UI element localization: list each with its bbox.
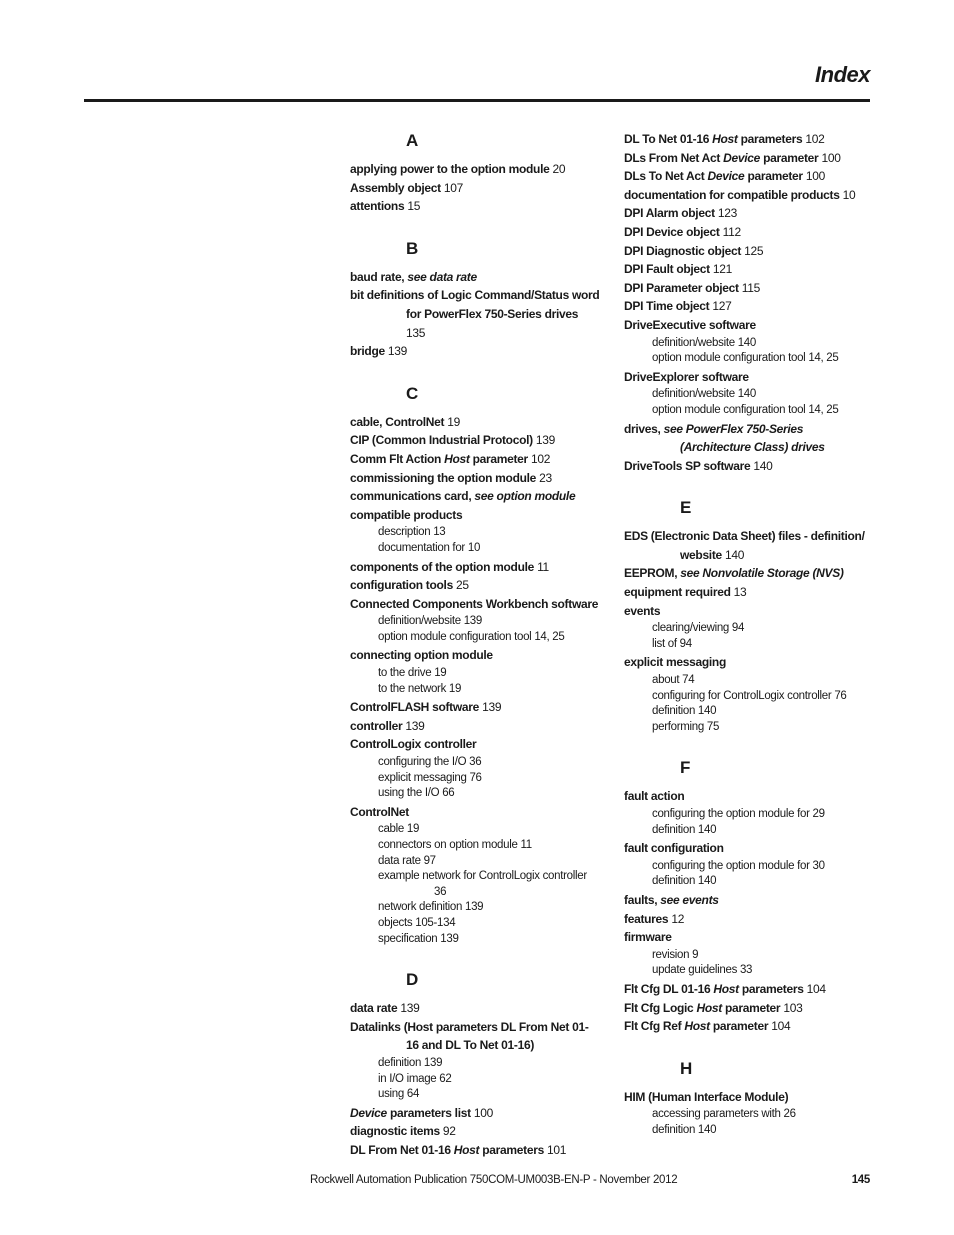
index-subentry: connectors on option module 11	[378, 839, 532, 851]
index-entry	[350, 506, 600, 525]
index-section	[350, 130, 600, 216]
section-letter: B	[406, 238, 419, 258]
page-title: Index	[815, 62, 870, 87]
entry-term: controller	[350, 718, 403, 733]
subentry-list	[350, 614, 600, 645]
entry-page-ref: 101	[543, 1142, 567, 1157]
entry-term: Device	[707, 169, 745, 184]
entry-term: DPI Parameter object	[624, 280, 739, 295]
subentry-list	[624, 673, 874, 735]
entry-page-ref: 139	[532, 433, 556, 448]
entry-page-ref: 13	[730, 585, 747, 600]
section-letter: D	[406, 970, 419, 990]
index-entry	[350, 576, 600, 595]
entry-term: DriveTools SP software	[624, 458, 751, 473]
index-subentry: objects 105-134	[378, 916, 456, 929]
section-letter: C	[406, 383, 419, 403]
footer-page-number: 145	[851, 1174, 870, 1186]
entry-term: firmware	[624, 930, 672, 945]
entry-term: HIM (Human Interface Module)	[624, 1089, 789, 1104]
entry-term: events	[624, 603, 661, 618]
index-entry	[624, 223, 874, 242]
index-entry	[350, 717, 600, 736]
index-entry	[350, 450, 600, 469]
entry-term: Host	[684, 1019, 710, 1034]
index-entry	[350, 999, 600, 1018]
entry-term: DPI Time object	[624, 299, 710, 314]
entry-term: parameters list	[386, 1105, 471, 1120]
entry-term: baud rate,	[350, 269, 408, 284]
entry-page-ref: 127	[709, 299, 732, 314]
index-entry	[624, 910, 874, 929]
entry-term: DPI Device object	[624, 224, 720, 239]
entry-term: attentions	[350, 199, 405, 214]
index-entry	[350, 698, 600, 717]
index-entry	[350, 558, 600, 577]
index-subentry: example network for ControlLogix controller 36	[378, 870, 587, 898]
index-entry	[624, 130, 874, 149]
index-subentry: definition 140	[652, 705, 717, 718]
index-entry	[624, 297, 874, 316]
entry-term: DL From Net 01-16	[350, 1142, 454, 1157]
entry-page-ref: 139	[384, 344, 408, 359]
entry-term: connecting option module	[350, 648, 493, 663]
entry-term: Device	[723, 150, 761, 165]
entry-page-ref: 121	[709, 262, 733, 277]
index-subentry: definition 140	[652, 1123, 717, 1136]
entry-term: parameter	[709, 1019, 769, 1034]
entry-term: Flt Cfg Ref	[624, 1019, 685, 1034]
entry-term: DriveExecutive software	[624, 317, 756, 332]
section-letter: A	[406, 131, 419, 150]
entry-term: commissioning the option module	[350, 470, 537, 485]
entry-term: configuration tools	[350, 578, 453, 593]
entry-term: fault action	[624, 789, 685, 804]
entry-term: parameters	[737, 132, 803, 146]
entry-page-ref: 140	[750, 458, 773, 473]
subentry-list	[624, 807, 874, 838]
entry-page-ref: 100	[802, 169, 825, 184]
entry-term: Connected Components Workbench software	[350, 596, 599, 611]
subentry-list	[350, 666, 600, 697]
entry-page-ref: 104	[768, 1019, 791, 1034]
subentry-list	[350, 525, 600, 556]
header-rule	[84, 99, 870, 102]
index-subentry: definition 140	[652, 823, 717, 836]
entry-term: CIP (Common Industrial Protocol)	[350, 433, 533, 448]
index-entry	[624, 279, 874, 298]
index-entry	[350, 160, 600, 179]
entry-term: explicit messaging	[624, 655, 726, 670]
index-entry	[350, 1122, 600, 1141]
entry-term: EEPROM,	[624, 566, 681, 581]
index-entry	[624, 260, 874, 279]
entry-term: ControlNet	[350, 804, 409, 819]
entry-term: bit definitions of Logic Command/Status word for PowerFlex 750-Series drives	[350, 288, 600, 321]
entry-page-ref: 139	[479, 700, 502, 715]
index-entry	[624, 204, 874, 223]
index-subentry: clearing/viewing 94	[652, 622, 745, 635]
entry-term: applying power to the option module	[350, 162, 550, 176]
entry-term: see data rate	[407, 269, 477, 284]
index-subentry: list of 94	[652, 637, 692, 650]
index-column-right	[624, 130, 874, 1161]
index-section	[624, 1058, 874, 1139]
index-entry	[624, 167, 874, 186]
index-entry	[350, 179, 600, 198]
index-subentry: option module configuration tool 14, 25	[652, 352, 839, 365]
entry-term: data rate	[350, 1001, 398, 1016]
index-entry	[350, 431, 600, 450]
entry-term: see Nonvolatile Storage (NVS)	[680, 566, 844, 581]
index-subentry: explicit messaging 76	[378, 771, 482, 784]
index-subentry: using 64	[378, 1088, 420, 1101]
index-entry	[350, 1141, 600, 1160]
index-subentry: definition/website 140	[652, 336, 757, 349]
entry-term: parameter	[744, 169, 803, 184]
entry-page-ref: 23	[536, 470, 552, 485]
entry-page-ref: 10	[839, 187, 856, 202]
index-subentry: specification 139	[378, 932, 459, 945]
index-subentry: option module configuration tool 14, 25	[652, 403, 839, 416]
index-entry	[350, 735, 600, 754]
entry-term: see events	[660, 892, 719, 907]
index-entry	[624, 999, 874, 1018]
entry-term: Flt Cfg DL 01-16	[624, 981, 714, 996]
entry-page-ref: 135	[406, 325, 426, 340]
entry-page-ref: 125	[741, 243, 764, 258]
entry-page-ref: 115	[738, 280, 760, 295]
section-letter: H	[680, 1058, 693, 1078]
index-subentry: update guidelines 33	[652, 964, 753, 977]
index-subentry: definition 140	[652, 875, 717, 888]
entry-term: drives,	[624, 421, 664, 436]
entry-term: ControlLogix controller	[350, 737, 477, 752]
index-entry	[350, 286, 600, 342]
entry-term: Host	[713, 981, 739, 996]
entry-term: documentation for compatible products	[624, 187, 840, 202]
entry-term: cable, ControlNet	[350, 414, 445, 429]
index-section	[624, 130, 874, 475]
entry-term: see PowerFlex 750-Series (Architecture Class) drives	[663, 421, 825, 455]
index-subentry: to the network 19	[378, 682, 462, 695]
entry-term: Assembly object	[350, 180, 441, 195]
index-subentry: in I/O image 62	[378, 1072, 452, 1085]
entry-page-ref: 20	[549, 162, 566, 176]
entry-term: components of the option module	[350, 559, 535, 574]
subentry-list	[624, 336, 874, 367]
index-entry	[350, 487, 600, 506]
entry-term: parameter	[469, 451, 528, 466]
entry-term: Datalinks (Host parameters DL From Net 01-16 and DL To Net 01-16)	[350, 1019, 589, 1053]
footer-publication: Rockwell Automation Publication 750COM-UM003B-EN-P - November 2012	[310, 1174, 678, 1186]
index-entry	[624, 602, 874, 621]
entry-term: DPI Fault object	[624, 262, 710, 277]
entry-page-ref: 102	[802, 132, 825, 146]
entry-term: equipment required	[624, 585, 731, 600]
entry-term: Device	[350, 1105, 387, 1120]
index-entry	[624, 583, 874, 602]
entry-page-ref: 12	[668, 911, 685, 926]
entry-page-ref: 103	[780, 1000, 803, 1015]
index-subentry: accessing parameters with 26	[652, 1108, 796, 1121]
index-entry	[624, 316, 874, 335]
index-entry	[350, 342, 600, 361]
subentry-list	[624, 1107, 874, 1138]
subentry-list	[624, 948, 874, 979]
index-subentry: about 74	[652, 674, 695, 687]
entry-term: features	[624, 911, 669, 926]
index-section	[624, 497, 874, 735]
entry-term: Host	[696, 1000, 722, 1015]
entry-term: diagnostic items	[350, 1124, 440, 1139]
index-entry	[350, 595, 600, 614]
section-letter: F	[680, 758, 691, 778]
index-entry	[624, 527, 874, 564]
index-column-left	[350, 130, 600, 1182]
entry-term: EDS (Electronic Data Sheet) files - definition/ website	[624, 529, 865, 562]
index-subentry: description 13	[378, 526, 446, 539]
index-section	[624, 757, 874, 1035]
subentry-list	[350, 822, 600, 947]
subentry-list	[350, 1056, 600, 1103]
index-subentry: network definition 139	[378, 901, 484, 914]
section-letter: E	[680, 498, 692, 518]
entry-page-ref: 15	[404, 199, 421, 214]
index-section	[350, 238, 600, 361]
index-section	[350, 969, 600, 1159]
index-entry	[624, 653, 874, 672]
index-entry	[350, 803, 600, 822]
index-subentry: performing 75	[652, 720, 720, 733]
entry-term: DLs To Net Act	[624, 169, 708, 184]
index-subentry: definition/website 140	[652, 388, 757, 401]
entry-page-ref: 100	[470, 1105, 493, 1120]
index-entry	[624, 839, 874, 858]
index-entry	[350, 1018, 600, 1055]
entry-term: bridge	[350, 344, 385, 359]
entry-page-ref: 102	[527, 451, 551, 466]
index-entry	[624, 149, 874, 168]
entry-term: Host	[444, 451, 470, 466]
entry-term: communications card,	[350, 489, 475, 504]
entry-page-ref: 19	[444, 414, 461, 429]
index-section	[350, 383, 600, 947]
index-entry	[624, 564, 874, 583]
index-subentry: definition/website 139	[378, 615, 483, 628]
entry-term: see option module	[474, 489, 576, 504]
index-subentry: option module configuration tool 14, 25	[378, 630, 565, 643]
entry-term: fault configuration	[624, 841, 724, 856]
entry-term: parameter	[760, 150, 819, 165]
index-entry	[624, 368, 874, 387]
entry-page-ref: 139	[397, 1001, 420, 1016]
entry-page-ref: 107	[440, 180, 464, 195]
index-subentry: documentation for 10	[378, 541, 481, 554]
index-entry	[624, 186, 874, 205]
entry-page-ref: 92	[439, 1124, 456, 1139]
index-entry	[624, 928, 874, 947]
subentry-list	[350, 755, 600, 802]
index-entry	[624, 1017, 874, 1036]
index-subentry: to the drive 19	[378, 667, 447, 680]
entry-term: DPI Diagnostic object	[624, 243, 742, 258]
index-entry	[350, 1104, 600, 1123]
index-subentry: definition 139	[378, 1056, 443, 1069]
index-entry	[624, 787, 874, 806]
entry-term: parameters	[738, 981, 804, 996]
index-entry	[350, 268, 600, 287]
entry-term: parameter	[721, 1000, 781, 1015]
index-subentry: configuring the option module for 30	[652, 859, 825, 872]
index-subentry: configuring the option module for 29	[652, 808, 825, 820]
entry-term: Host	[712, 132, 738, 146]
subentry-list	[624, 387, 874, 418]
subentry-list	[624, 859, 874, 890]
entry-page-ref: 139	[402, 718, 425, 733]
entry-term: faults,	[624, 892, 661, 907]
entry-term: parameters	[479, 1142, 544, 1157]
subentry-list	[624, 621, 874, 652]
entry-page-ref: 140	[721, 547, 745, 562]
entry-term: DriveExplorer software	[624, 369, 749, 384]
entry-term: Comm Flt Action	[350, 451, 445, 466]
index-entry	[350, 469, 600, 488]
entry-page-ref: 104	[803, 981, 826, 996]
entry-term: DPI Alarm object	[624, 206, 715, 221]
entry-term: DLs From Net Act	[624, 150, 724, 165]
entry-term: Flt Cfg Logic	[624, 1000, 697, 1015]
index-entry	[624, 420, 874, 457]
entry-page-ref: 11	[534, 559, 549, 574]
index-subentry: cable 19	[378, 823, 420, 836]
index-entry	[350, 413, 600, 432]
index-entry	[624, 242, 874, 261]
entry-term: DL To Net 01-16	[624, 132, 713, 146]
index-subentry: configuring for ControlLogix controller 76	[652, 689, 847, 702]
index-entry	[350, 646, 600, 665]
index-subentry: configuring the I/O 36	[378, 756, 482, 769]
entry-term: Host	[453, 1142, 480, 1157]
entry-page-ref: 25	[452, 578, 469, 593]
index-subentry: data rate 97	[378, 854, 436, 867]
index-entry	[624, 980, 874, 999]
entry-page-ref: 112	[719, 224, 741, 239]
entry-page-ref: 100	[818, 150, 841, 165]
index-entry	[624, 457, 874, 476]
index-entry	[624, 1088, 874, 1107]
entry-page-ref: 123	[714, 206, 737, 221]
index-entry	[624, 891, 874, 910]
index-subentry: revision 9	[652, 948, 699, 961]
index-subentry: using the I/O 66	[378, 787, 455, 800]
index-entry	[350, 197, 600, 216]
entry-term: compatible products	[350, 507, 463, 522]
entry-term: ControlFLASH software	[350, 700, 480, 715]
